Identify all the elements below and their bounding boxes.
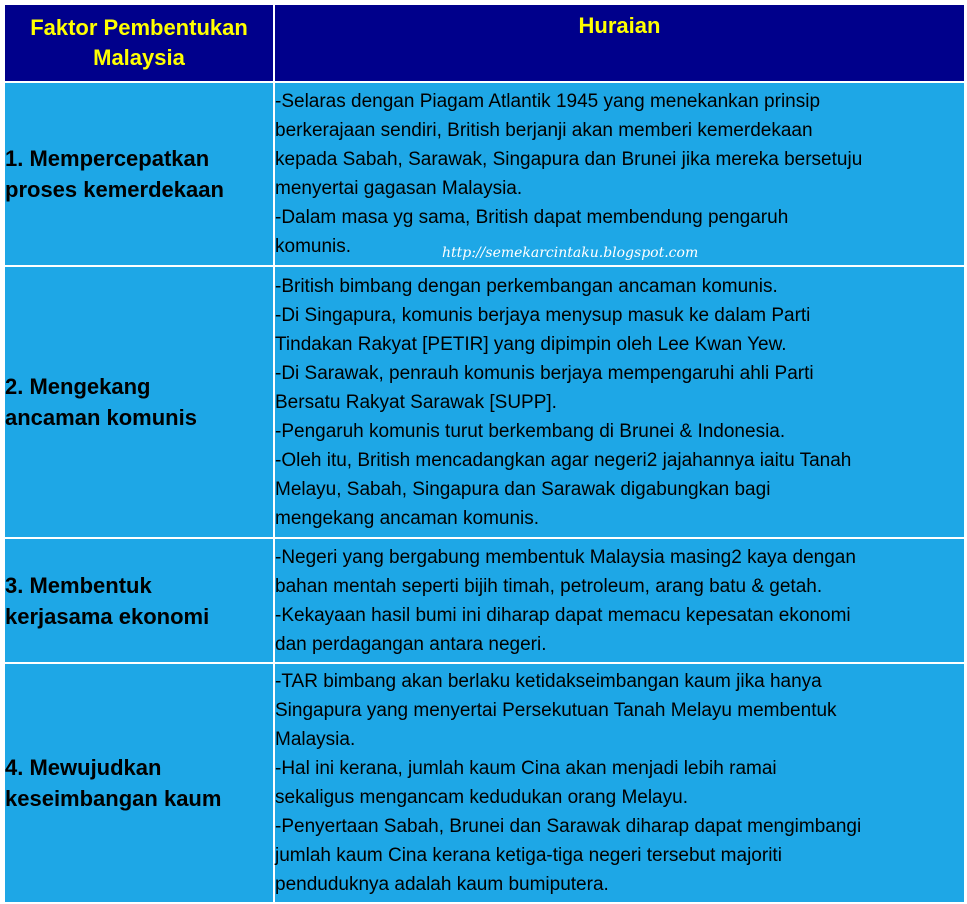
description-line: -British bimbang dengan perkembangan ancaman komunis.: [275, 275, 778, 297]
description-cell: [274, 538, 965, 663]
header-description-label: Huraian: [578, 13, 661, 38]
description-line: menyertai gagasan Malaysia.: [275, 178, 523, 199]
description-line: -Di Sarawak, penrauh komunis berjaya mempengaruhi ahli Parti: [275, 362, 814, 384]
header-row: [4, 4, 965, 82]
description-cell: [274, 663, 965, 903]
factor-cell: [4, 82, 274, 266]
description-line: -Hal ini kerana, jumlah kaum Cina akan menjadi lebih ramai: [275, 758, 777, 779]
factors-table: [3, 3, 966, 904]
description-line: -Pengaruh komunis turut berkembang di Brunei & Indonesia.: [275, 420, 786, 442]
description-cell: [274, 266, 965, 538]
description-line: -Oleh itu, British mencadangkan agar negeri2 jajahannya iaitu Tanah: [275, 449, 852, 471]
header-factor: [4, 4, 274, 82]
description-line: dan perdagangan antara negeri.: [275, 633, 547, 655]
description-line: Bersatu Rakyat Sarawak [SUPP].: [275, 391, 557, 413]
description-line: Malaysia.: [275, 729, 356, 750]
description-line: -Kekayaan hasil bumi ini diharap dapat memacu kepesatan ekonomi: [275, 604, 851, 626]
description-line: -Selaras dengan Piagam Atlantik 1945 yang menekankan prinsip: [275, 91, 821, 112]
description-line: bahan mentah seperti bijih timah, petroleum, arang batu & getah.: [275, 575, 823, 597]
description-line: kepada Sabah, Sarawak, Singapura dan Brunei jika mereka bersetuju: [275, 149, 863, 170]
description-line: Tindakan Rakyat [PETIR] yang dipimpin oleh Lee Kwan Yew.: [275, 333, 787, 355]
table-row: [4, 266, 965, 538]
factor-title-line2: kerjasama ekonomi: [5, 603, 210, 629]
description-cell: [274, 82, 965, 266]
factor-title-line1: 4. Mewujudkan: [5, 755, 162, 780]
description-line: -Penyertaan Sabah, Brunei dan Sarawak diharap dapat mengimbangi: [275, 816, 862, 837]
description-line: penduduknya adalah kaum bumiputera.: [275, 874, 609, 895]
description-line: -Dalam masa yg sama, British dapat membendung pengaruh: [275, 207, 789, 228]
table-row: [4, 663, 965, 903]
description-line: mengekang ancaman komunis.: [275, 507, 540, 529]
description-line: komunis.: [275, 236, 352, 257]
header-factor-line2: Malaysia: [93, 45, 185, 70]
header-description: [274, 4, 965, 82]
description-line: -TAR bimbang akan berlaku ketidakseimbangan kaum jika hanya: [275, 671, 822, 692]
table-row: [4, 82, 965, 266]
factor-cell: [4, 266, 274, 538]
description-line: berkerajaan sendiri, British berjanji akan memberi kemerdekaan: [275, 120, 813, 141]
factor-title-line1: 3. Membentuk: [5, 572, 152, 598]
factor-title-line1: 1. Mempercepatkan: [5, 146, 210, 171]
description-line: jumlah kaum Cina kerana ketiga-tiga negeri tersebut majoriti: [275, 845, 782, 866]
factor-cell: [4, 538, 274, 663]
factor-title-line2: keseimbangan kaum: [5, 786, 222, 811]
description-line: -Negeri yang bergabung membentuk Malaysia masing2 kaya dengan: [275, 546, 856, 568]
blog-watermark: http://semekarcintaku.blogspot.com: [442, 245, 699, 261]
description-line: -Di Singapura, komunis berjaya menysup masuk ke dalam Parti: [275, 304, 811, 326]
factor-title-line2: ancaman komunis: [5, 405, 197, 430]
factor-cell: [4, 663, 274, 903]
header-factor-line1: Faktor Pembentukan: [30, 15, 248, 40]
factor-title-line2: proses kemerdekaan: [5, 177, 224, 202]
factor-title-line1: 2. Mengekang: [5, 374, 151, 399]
description-line: Melayu, Sabah, Singapura dan Sarawak digabungkan bagi: [275, 478, 771, 500]
description-line: Singapura yang menyertai Persekutuan Tanah Melayu membentuk: [275, 700, 837, 721]
description-line: sekaligus mengancam kedudukan orang Melayu.: [275, 787, 688, 808]
table-row: [4, 538, 965, 663]
